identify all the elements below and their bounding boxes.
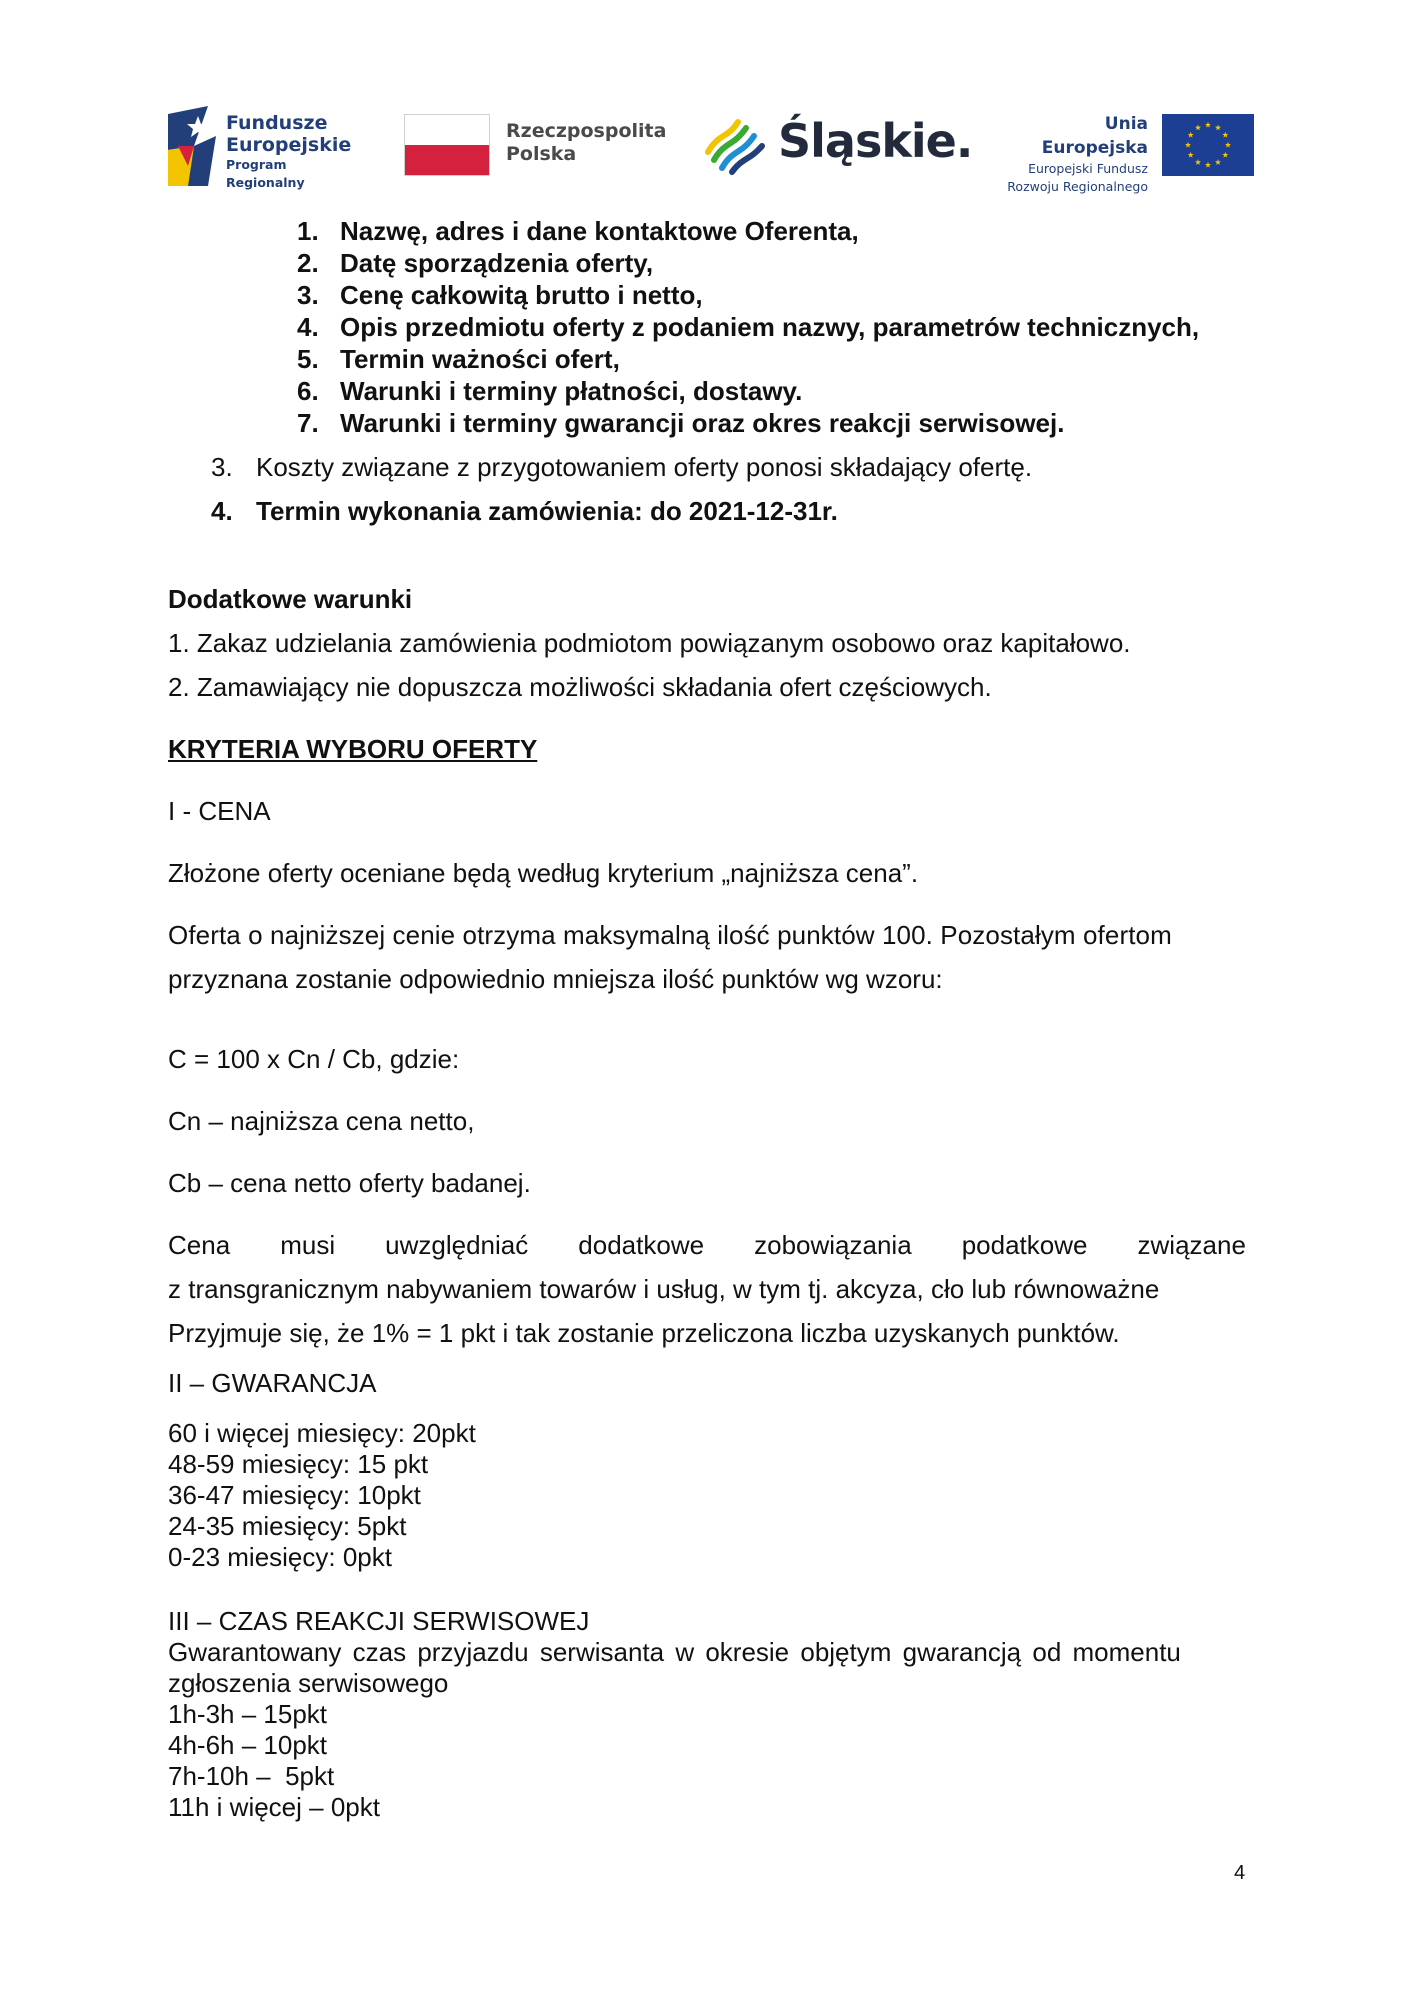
list-item-number: 5. bbox=[297, 344, 319, 374]
service-item: 1h-3h – 15pkt bbox=[168, 1699, 328, 1729]
list-item-text: Datę sporządzenia oferty, bbox=[340, 248, 654, 278]
list-item-text: Cenę całkowitą brutto i netto, bbox=[340, 280, 703, 310]
header-logos bbox=[168, 96, 1254, 196]
point-text: Termin wykonania zamówienia: do 2021-12-31r. bbox=[256, 496, 838, 526]
price-heading: I - CENA bbox=[168, 796, 271, 826]
price-cb-definition: Cb – cena netto oferty badanej. bbox=[168, 1168, 531, 1198]
warranty-item: 24-35 miesięcy: 5pkt bbox=[168, 1511, 407, 1541]
point-text: Koszty związane z przygotowaniem oferty ponosi składający ofertę. bbox=[256, 452, 1033, 482]
price-paragraph-2-line1 bbox=[168, 920, 1254, 951]
slaskie-logo bbox=[704, 110, 973, 182]
polska-logo-line1: Rzeczpospolita bbox=[506, 120, 667, 142]
polish-flag-icon bbox=[404, 114, 490, 176]
service-description bbox=[168, 1637, 1254, 1699]
p2-line1-text: Oferta o najniższej cenie otrzyma maksymalną ilość punktów 100. Pozostałym ofertom bbox=[168, 920, 1172, 950]
list-item-text: Warunki i terminy gwarancji oraz okres reakcji serwisowej. bbox=[340, 408, 1065, 438]
list-item-number: 3. bbox=[297, 280, 319, 310]
point-number: 3. bbox=[211, 452, 233, 482]
list-item-text: Termin ważności ofert, bbox=[340, 344, 620, 374]
service-list bbox=[168, 1699, 380, 1823]
list-item-number: 4. bbox=[297, 312, 319, 342]
slaskie-wave-logo-icon bbox=[704, 112, 768, 176]
price-paragraph-1: Złożone oferty oceniane będą według kryterium „najniższa cena”. bbox=[168, 858, 919, 888]
service-item: 11h i więcej – 0pkt bbox=[168, 1792, 380, 1822]
ue-logo-line2: Europejski Fundusz bbox=[1028, 161, 1148, 176]
point-number: 4. bbox=[211, 496, 233, 526]
polska-logo-line2: Polska bbox=[506, 143, 577, 165]
fundusze-logo-line1: Fundusze bbox=[226, 112, 328, 134]
price-paragraph-3-line2: z transgranicznym nabywaniem towarów i usług, w tym tj. akcyza, cło lub równoważne bbox=[168, 1274, 1160, 1304]
p3-word: podatkowe bbox=[961, 1230, 1088, 1260]
unia-europejska-logo bbox=[994, 110, 1254, 194]
fundusze-logo-line2: Europejskie bbox=[226, 134, 352, 156]
list-item-number: 2. bbox=[297, 248, 319, 278]
price-cn-definition: Cn – najniższa cena netto, bbox=[168, 1106, 475, 1136]
warranty-heading: II – GWARANCJA bbox=[168, 1368, 377, 1398]
p3-word: dodatkowe bbox=[578, 1230, 705, 1260]
service-description-line1 bbox=[168, 1637, 1254, 1668]
price-formula: C = 100 x Cn / Cb, gdzie: bbox=[168, 1044, 460, 1074]
list-item-number: 6. bbox=[297, 376, 319, 406]
p3-word: musi bbox=[280, 1230, 336, 1260]
fundusze-europejskie-logo-icon bbox=[168, 106, 216, 186]
list-item-text: Nazwę, adres i dane kontaktowe Oferenta, bbox=[340, 216, 859, 246]
slaskie-logo-text: Śląskie. bbox=[778, 114, 973, 168]
warranty-item: 48-59 miesięcy: 15 pkt bbox=[168, 1449, 429, 1479]
fundusze-europejskie-logo bbox=[168, 106, 358, 190]
ue-logo-line1: Unia Europejska bbox=[1041, 114, 1148, 158]
rzeczpospolita-polska-logo bbox=[404, 114, 667, 178]
warranty-list bbox=[168, 1418, 476, 1573]
price-paragraph-2-line2: przyznana zostanie odpowiednio mniejsza ilość punktów wg wzoru: bbox=[168, 964, 943, 994]
ue-logo-line3: Rozwoju Regionalnego bbox=[1007, 179, 1148, 194]
list-item-text: Opis przedmiotu oferty z podaniem nazwy, parametrów technicznych, bbox=[340, 312, 1200, 342]
price-paragraph-3-line1 bbox=[168, 1230, 1246, 1261]
p3-word: zobowiązania bbox=[754, 1230, 912, 1260]
service-item: 4h-6h – 10pkt bbox=[168, 1730, 328, 1760]
page-number: 4 bbox=[1234, 1862, 1246, 1884]
additional-condition-1: 1. Zakaz udzielania zamówienia podmiotom powiązanym osobowo oraz kapitałowo. bbox=[168, 628, 1131, 658]
service-desc-text: Gwarantowany czas przyjazdu serwisanta w okresie objętym gwarancją od momentu bbox=[168, 1637, 1181, 1667]
price-paragraph-2 bbox=[168, 920, 1254, 995]
service-heading: III – CZAS REAKCJI SERWISOWEJ bbox=[168, 1606, 590, 1636]
additional-condition-2: 2. Zamawiający nie dopuszcza możliwości składania ofert częściowych. bbox=[168, 672, 992, 702]
list-item-number: 7. bbox=[297, 408, 319, 438]
additional-conditions-heading: Dodatkowe warunki bbox=[168, 584, 413, 614]
fundusze-logo-line3: Program Regionalny bbox=[226, 157, 305, 190]
service-item: 7h-10h – 5pkt bbox=[168, 1761, 335, 1791]
p3-word: uwzględniać bbox=[385, 1230, 529, 1260]
warranty-item: 36-47 miesięcy: 10pkt bbox=[168, 1480, 421, 1510]
eu-flag-icon bbox=[1162, 114, 1254, 176]
warranty-item: 60 i więcej miesięcy: 20pkt bbox=[168, 1418, 476, 1448]
price-paragraph-3-line3: Przyjmuje się, że 1% = 1 pkt i tak zostanie przeliczona liczba uzyskanych punktów. bbox=[168, 1318, 1120, 1348]
service-description-line2: zgłoszenia serwisowego bbox=[168, 1668, 449, 1698]
p3-word: Cena bbox=[168, 1230, 231, 1260]
criteria-heading: KRYTERIA WYBORU OFERTY bbox=[168, 734, 538, 764]
list-item-number: 1. bbox=[297, 216, 319, 246]
price-paragraph-3 bbox=[168, 1230, 1246, 1349]
p3-word: związane bbox=[1137, 1230, 1246, 1260]
list-item-text: Warunki i terminy płatności, dostawy. bbox=[340, 376, 803, 406]
warranty-item: 0-23 miesięcy: 0pkt bbox=[168, 1542, 392, 1572]
